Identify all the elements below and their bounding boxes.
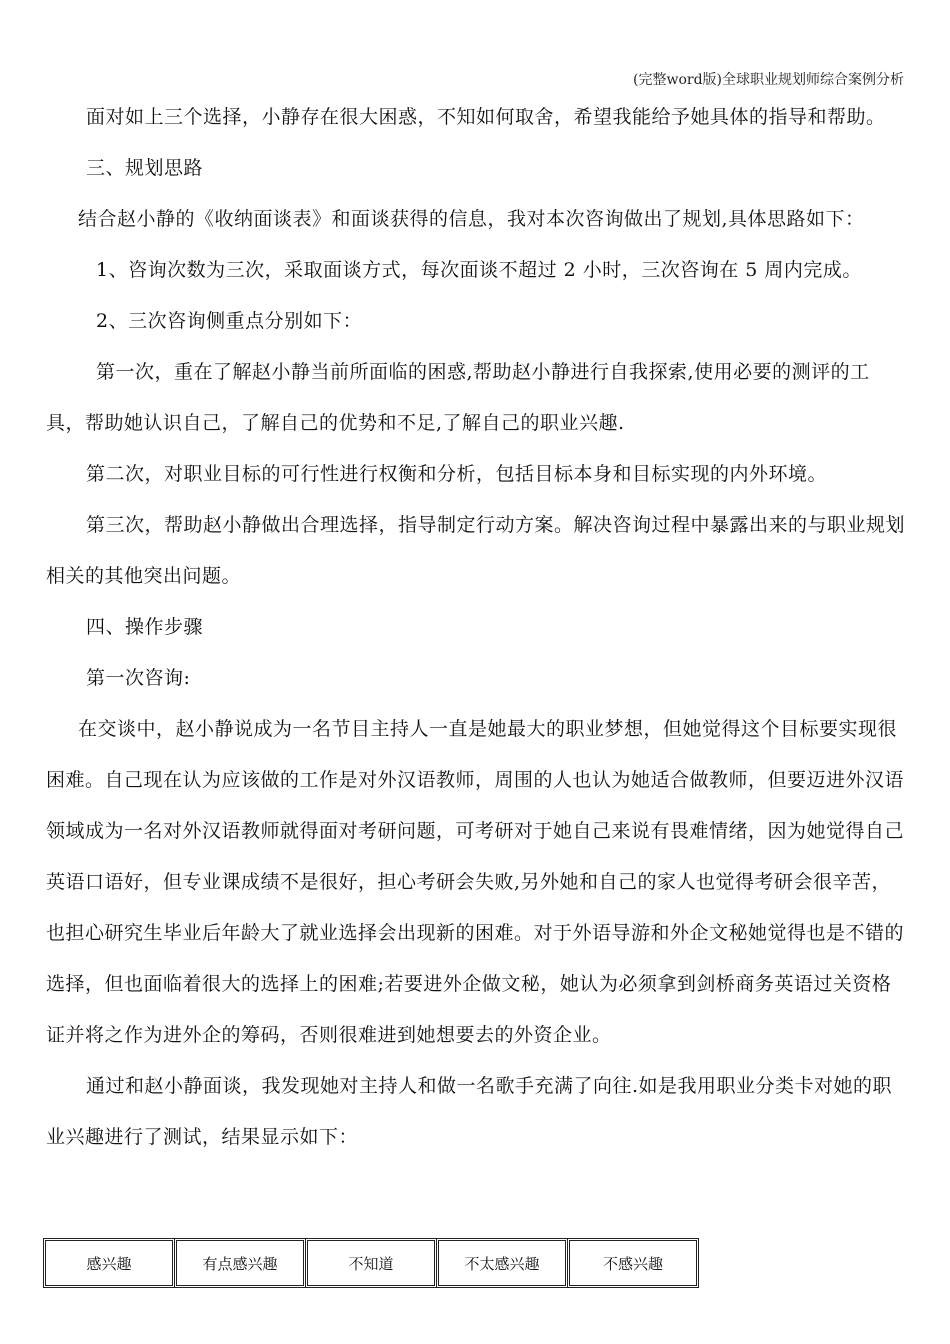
paragraph-conversation: 在交谈中，赵小静说成为一名节目主持人一直是她最大的职业梦想，但她觉得这个目标要实现很困难。自己现在认为应该做的工作是对外汉语教师，周围的人也认为她适合做教师，但要迈进外汉语领域成为一名对外汉语教师就得面对考研问题，可考研对于她自己来说有畏难情绪，因为她觉得自己英语口语好，但专业课成绩不是很好，担心考研会失败,另外她和自己的家人也觉得考研会很辛苦，也担心研究生毕业后年龄大了就业选择会出现新的困难。对于外语导游和外企文秘她觉得也是不错的选择，但也面临着很大的选择上的困难;若要进外企做文秘，她认为必须拿到剑桥商务英语过关资格证并将之作为进外企的筹码，否则很难进到她想要去的外资企业。 <box>46 718 905 1046</box>
table-cell-not-very-interested: 不太感兴趣 <box>437 1239 568 1288</box>
paragraph-interest-test: 通过和赵小静面谈，我发现她对主持人和做一名歌手充满了向往.如是我用职业分类卡对她的职业兴趣进行了测试，结果显示如下： <box>46 1075 893 1148</box>
document-header: (完整word版)全球职业规划师综合案例分析 <box>633 72 904 88</box>
table-cell-not-interested: 不感兴趣 <box>568 1239 699 1288</box>
paragraph-planning-intro: 结合赵小静的《收纳面谈表》和面谈获得的信息，我对本次咨询做出了规划,具体思路如下： <box>78 208 865 230</box>
paragraph-sessions-count: 1、咨询次数为三次，采取面谈方式，每次面谈不超过 2 小时，三次咨询在 5 周内完成。 <box>96 259 862 281</box>
document-body <box>46 92 908 1163</box>
interest-table <box>43 1238 699 1288</box>
section-heading-steps: 四、操作步骤 <box>86 616 204 638</box>
section-heading-planning: 三、规划思路 <box>86 157 204 179</box>
paragraph-second-session-focus: 第二次，对职业目标的可行性进行权衡和分析，包括目标本身和目标实现的内外环境。 <box>86 463 828 485</box>
subheading-first-consultation: 第一次咨询: <box>86 667 191 689</box>
paragraph-first-session-focus: 第一次，重在了解赵小静当前所面临的困惑,帮助赵小静进行自我探索,使用必要的测评的工具，帮助她认识自己，了解自己的优势和不足,了解自己的职业兴趣. <box>46 361 870 434</box>
table-cell-interested: 感兴趣 <box>44 1239 175 1288</box>
table-cell-somewhat-interested: 有点感兴趣 <box>175 1239 306 1288</box>
table-cell-unknown: 不知道 <box>306 1239 437 1288</box>
paragraph-dilemma: 面对如上三个选择，小静存在很大困惑，不知如何取舍，希望我能给予她具体的指导和帮助。 <box>86 106 886 128</box>
table-row <box>44 1239 699 1288</box>
paragraph-sessions-focus: 2、三次咨询侧重点分别如下： <box>96 310 363 332</box>
paragraph-third-session-focus: 第三次，帮助赵小静做出合理选择，指导制定行动方案。解决咨询过程中暴露出来的与职业规划相关的其他突出问题。 <box>46 514 906 587</box>
